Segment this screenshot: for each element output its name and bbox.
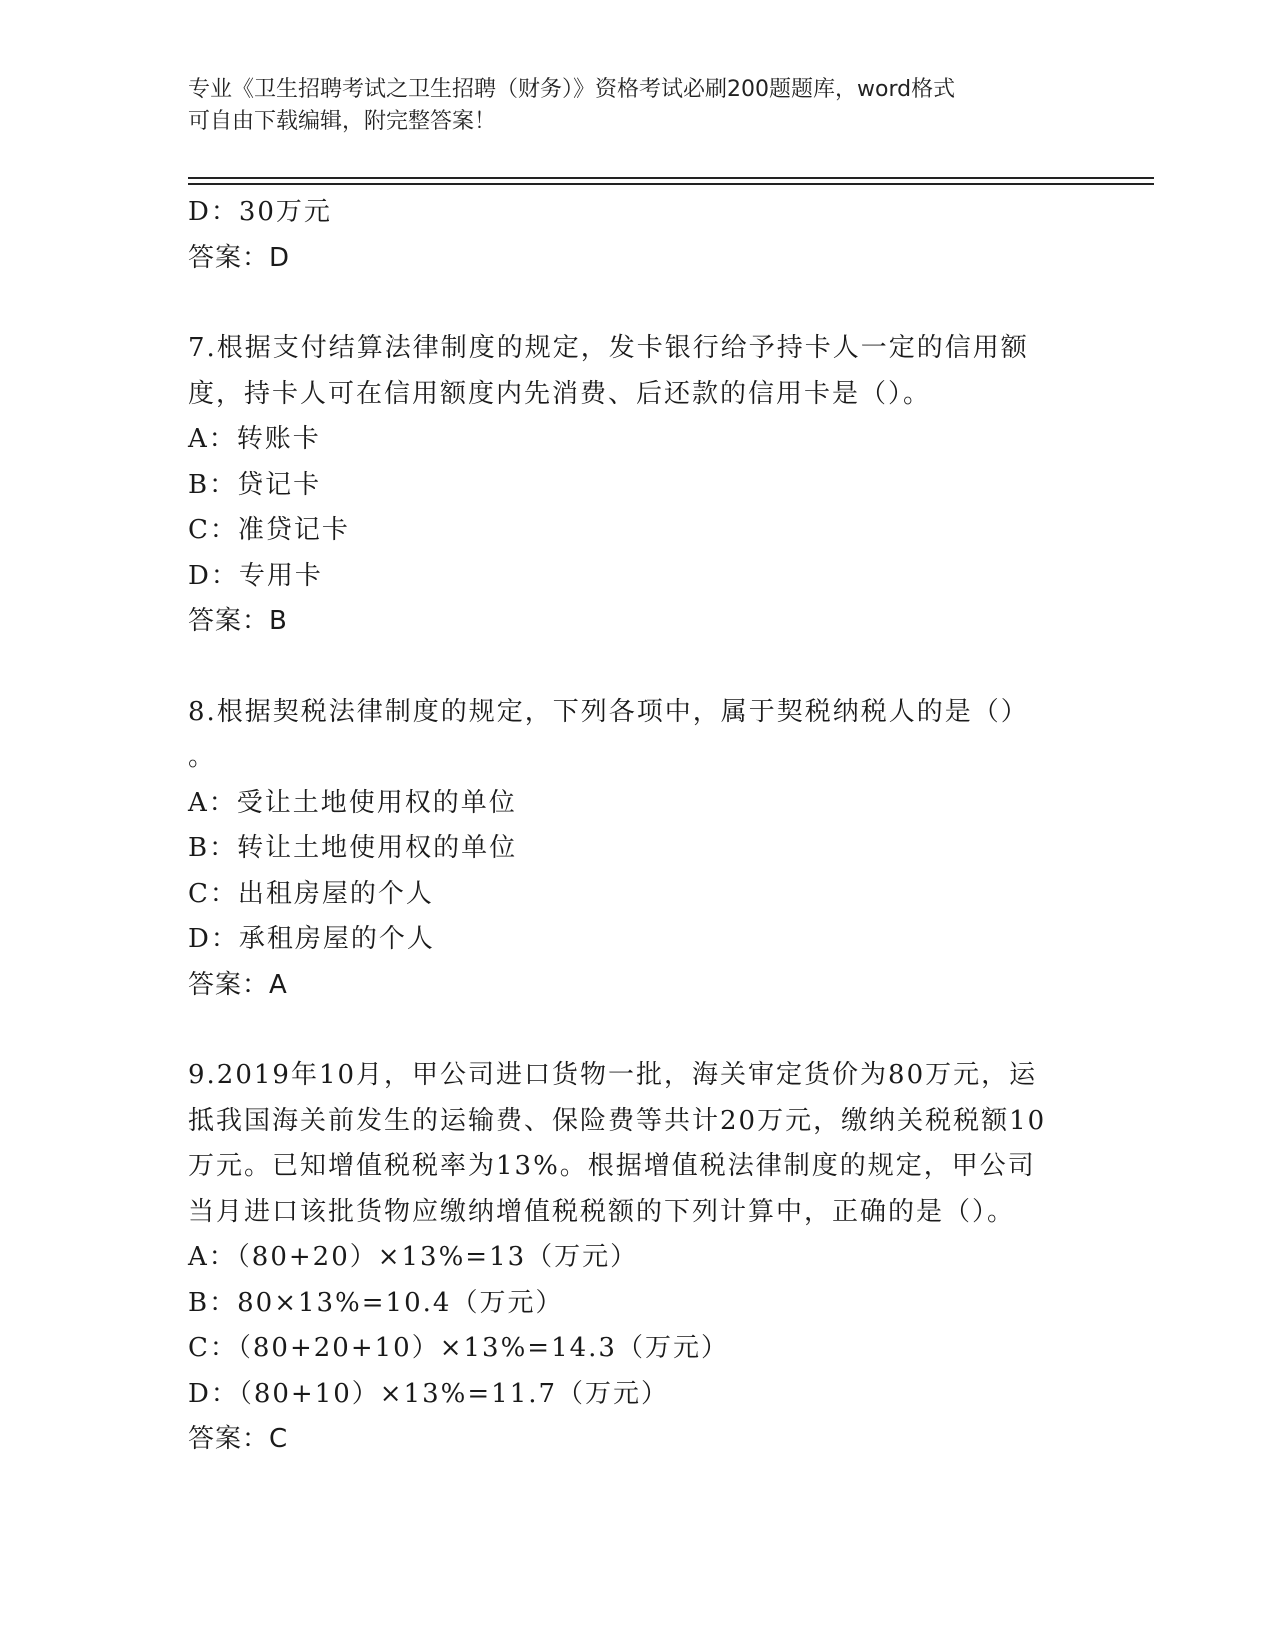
option-d: D：承租房屋的个人 (188, 924, 435, 954)
option-d: D：专用卡 (188, 560, 323, 591)
option-d: D：（80+10）×13%=11.7（万元） (188, 1378, 670, 1409)
question-stem: 。 (188, 742, 217, 772)
answer-line: 答案：B (188, 606, 288, 636)
option-a: A：（80+20）×13%=13（万元） (188, 1242, 639, 1272)
question-8 (188, 690, 1088, 1009)
question-6-tail (188, 190, 1088, 281)
option-d: D：30万元 (188, 197, 332, 227)
option-c: C：准贷记卡 (188, 515, 350, 545)
question-list (188, 190, 1088, 1463)
option-a: A：转账卡 (188, 424, 321, 454)
question-7 (188, 326, 1088, 645)
option-a: A：受让土地使用权的单位 (188, 787, 517, 818)
question-stem: 度，持卡人可在信用额度内先消费、后还款的信用卡是（）。 (188, 378, 932, 409)
answer-line: 答案：D (188, 242, 291, 273)
question-stem: 9.2019年10月，甲公司进口货物一批，海关审定货价为80万元，运 (188, 1060, 1038, 1090)
answer-line: 答案：A (188, 969, 288, 1000)
option-c: C：出租房屋的个人 (188, 878, 434, 909)
option-b: B：转让土地使用权的单位 (188, 833, 518, 863)
page-header (188, 74, 1068, 138)
question-stem: 抵我国海关前发生的运输费、保险费等共计20万元，缴纳关税税额10 (188, 1105, 1047, 1136)
question-9 (188, 1053, 1088, 1463)
header-line-1: 专业《卫生招聘考试之卫生招聘（财务）》资格考试必刷200题题库，word格式 (188, 77, 956, 102)
answer-line: 答案：C (188, 1424, 289, 1454)
header-divider-top (188, 177, 1154, 179)
header-line-2: 可自由下载编辑，附完整答案！ (188, 109, 497, 134)
question-stem: 当月进口该批货物应缴纳增值税税额的下列计算中，正确的是（）。 (188, 1196, 1016, 1227)
question-stem: 7.根据支付结算法律制度的规定，发卡银行给予持卡人一定的信用额 (188, 333, 1029, 363)
option-b: B：80×13%=10.4（万元） (188, 1287, 564, 1318)
option-b: B：贷记卡 (188, 469, 322, 500)
option-c: C：（80+20+10）×13%=14.3（万元） (188, 1333, 729, 1363)
question-stem: 8.根据契税法律制度的规定，下列各项中，属于契税纳税人的是（） (188, 696, 1029, 727)
question-stem: 万元。已知增值税税率为13%。根据增值税法律制度的规定，甲公司 (188, 1151, 1036, 1181)
header-divider-bottom (188, 183, 1154, 185)
